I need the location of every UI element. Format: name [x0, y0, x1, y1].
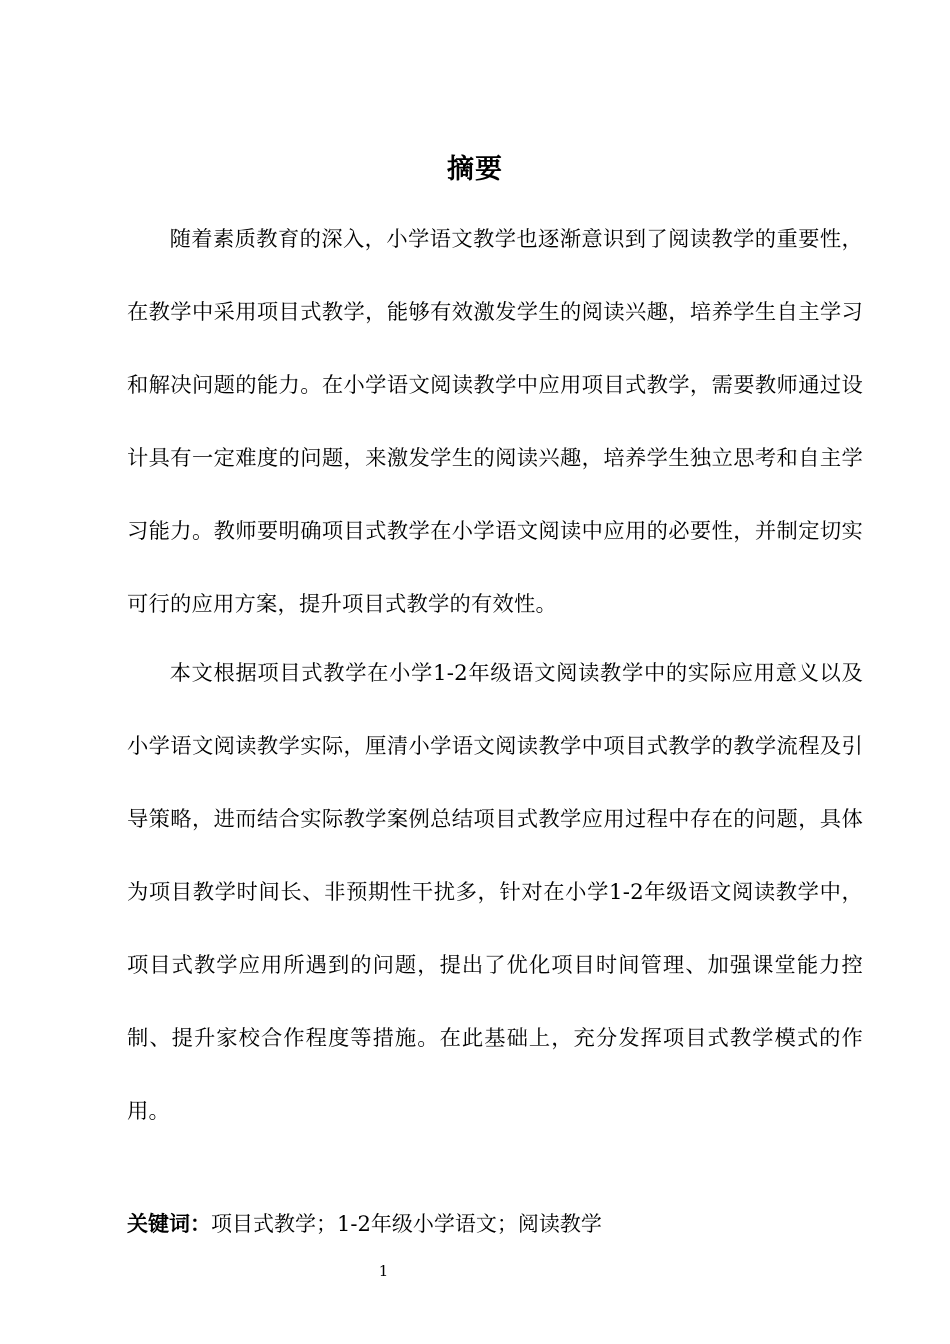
- keywords-text: 项目式教学；1-2年级小学语文；阅读教学: [211, 1212, 602, 1236]
- keywords-line: [127, 1206, 863, 1242]
- keywords-label: 关键词：: [127, 1212, 211, 1236]
- abstract-paragraph-1: 随着素质教育的深入，小学语文教学也逐渐意识到了阅读教学的重要性，在教学中采用项目式教学，能够有效激发学生的阅读兴趣，培养学生自主学习和解决问题的能力。在小学语文阅读教学中应用项目式教学，需要教师通过设计具有一定难度的问题，来激发学生的阅读兴趣，培养学生独立思考和自主学习能力。教师要明确项目式教学在小学语文阅读中应用的必要性，并制定切实可行的应用方案，提升项目式教学的有效性。: [127, 227, 863, 617]
- abstract-title: 摘要: [447, 154, 503, 185]
- abstract-paragraph-2: 本文根据项目式教学在小学1-2年级语文阅读教学中的实际应用意义以及小学语文阅读教学实际，厘清小学语文阅读教学中项目式教学的教学流程及引导策略，进而结合实际教学案例总结项目式教学应用过程中存在的问题，具体为项目教学时间长、非预期性干扰多，针对在小学1-2年级语文阅读教学中，项目式教学应用所遇到的问题，提出了优化项目时间管理、加强课堂能力控制、提升家校合作程度等措施。在此基础上，充分发挥项目式教学模式的作用。: [127, 661, 863, 1124]
- page-number: 1: [378, 1262, 389, 1280]
